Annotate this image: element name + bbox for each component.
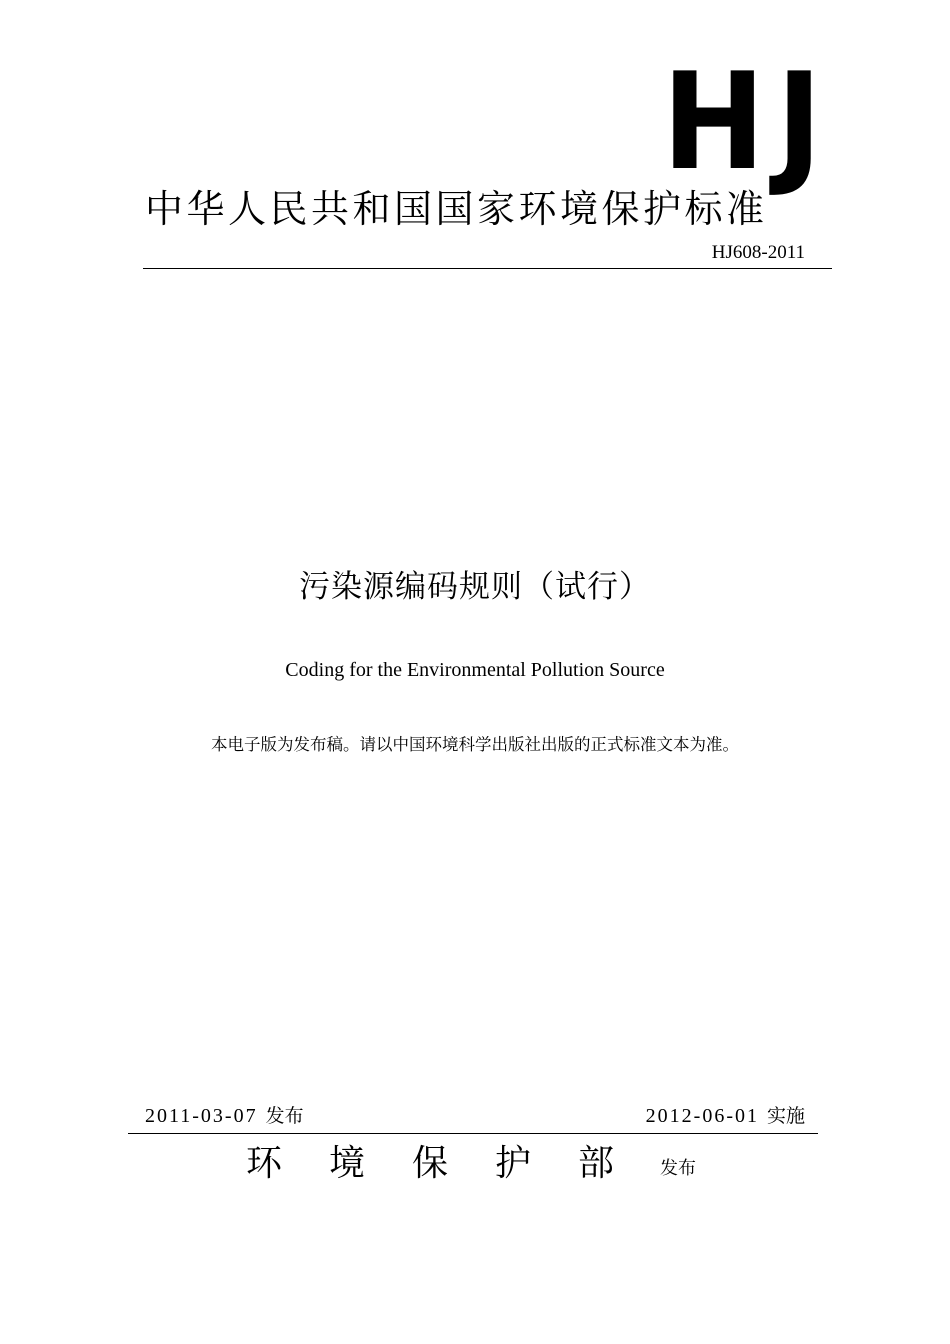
header-divider bbox=[143, 268, 832, 269]
implementation-label: 实施 bbox=[766, 1105, 805, 1127]
footer-divider bbox=[128, 1133, 818, 1134]
electronic-version-notice: 本电子版为发布稿。请以中国环境科学出版社出版的正式标准文本为准。 bbox=[211, 735, 739, 754]
hj-logo: HJ bbox=[662, 44, 834, 200]
implementation-date-block bbox=[646, 1101, 805, 1130]
publisher-suffix: 发布 bbox=[660, 1158, 696, 1179]
document-subtitle-english: Coding for the Environmental Pollution Source bbox=[285, 659, 665, 681]
issue-date: 2011-03-07 bbox=[145, 1105, 258, 1127]
publisher-name: 环境保护部 bbox=[246, 1143, 662, 1184]
issue-date-block bbox=[145, 1101, 304, 1130]
issue-label: 发布 bbox=[265, 1105, 304, 1127]
national-standard-title: 中华人民共和国国家环境保护标准 bbox=[145, 187, 768, 231]
standard-number: HJ608-2011 bbox=[711, 242, 805, 263]
implementation-date: 2012-06-01 bbox=[645, 1105, 759, 1127]
document-title: 污染源编码规则（试行） bbox=[299, 569, 651, 605]
